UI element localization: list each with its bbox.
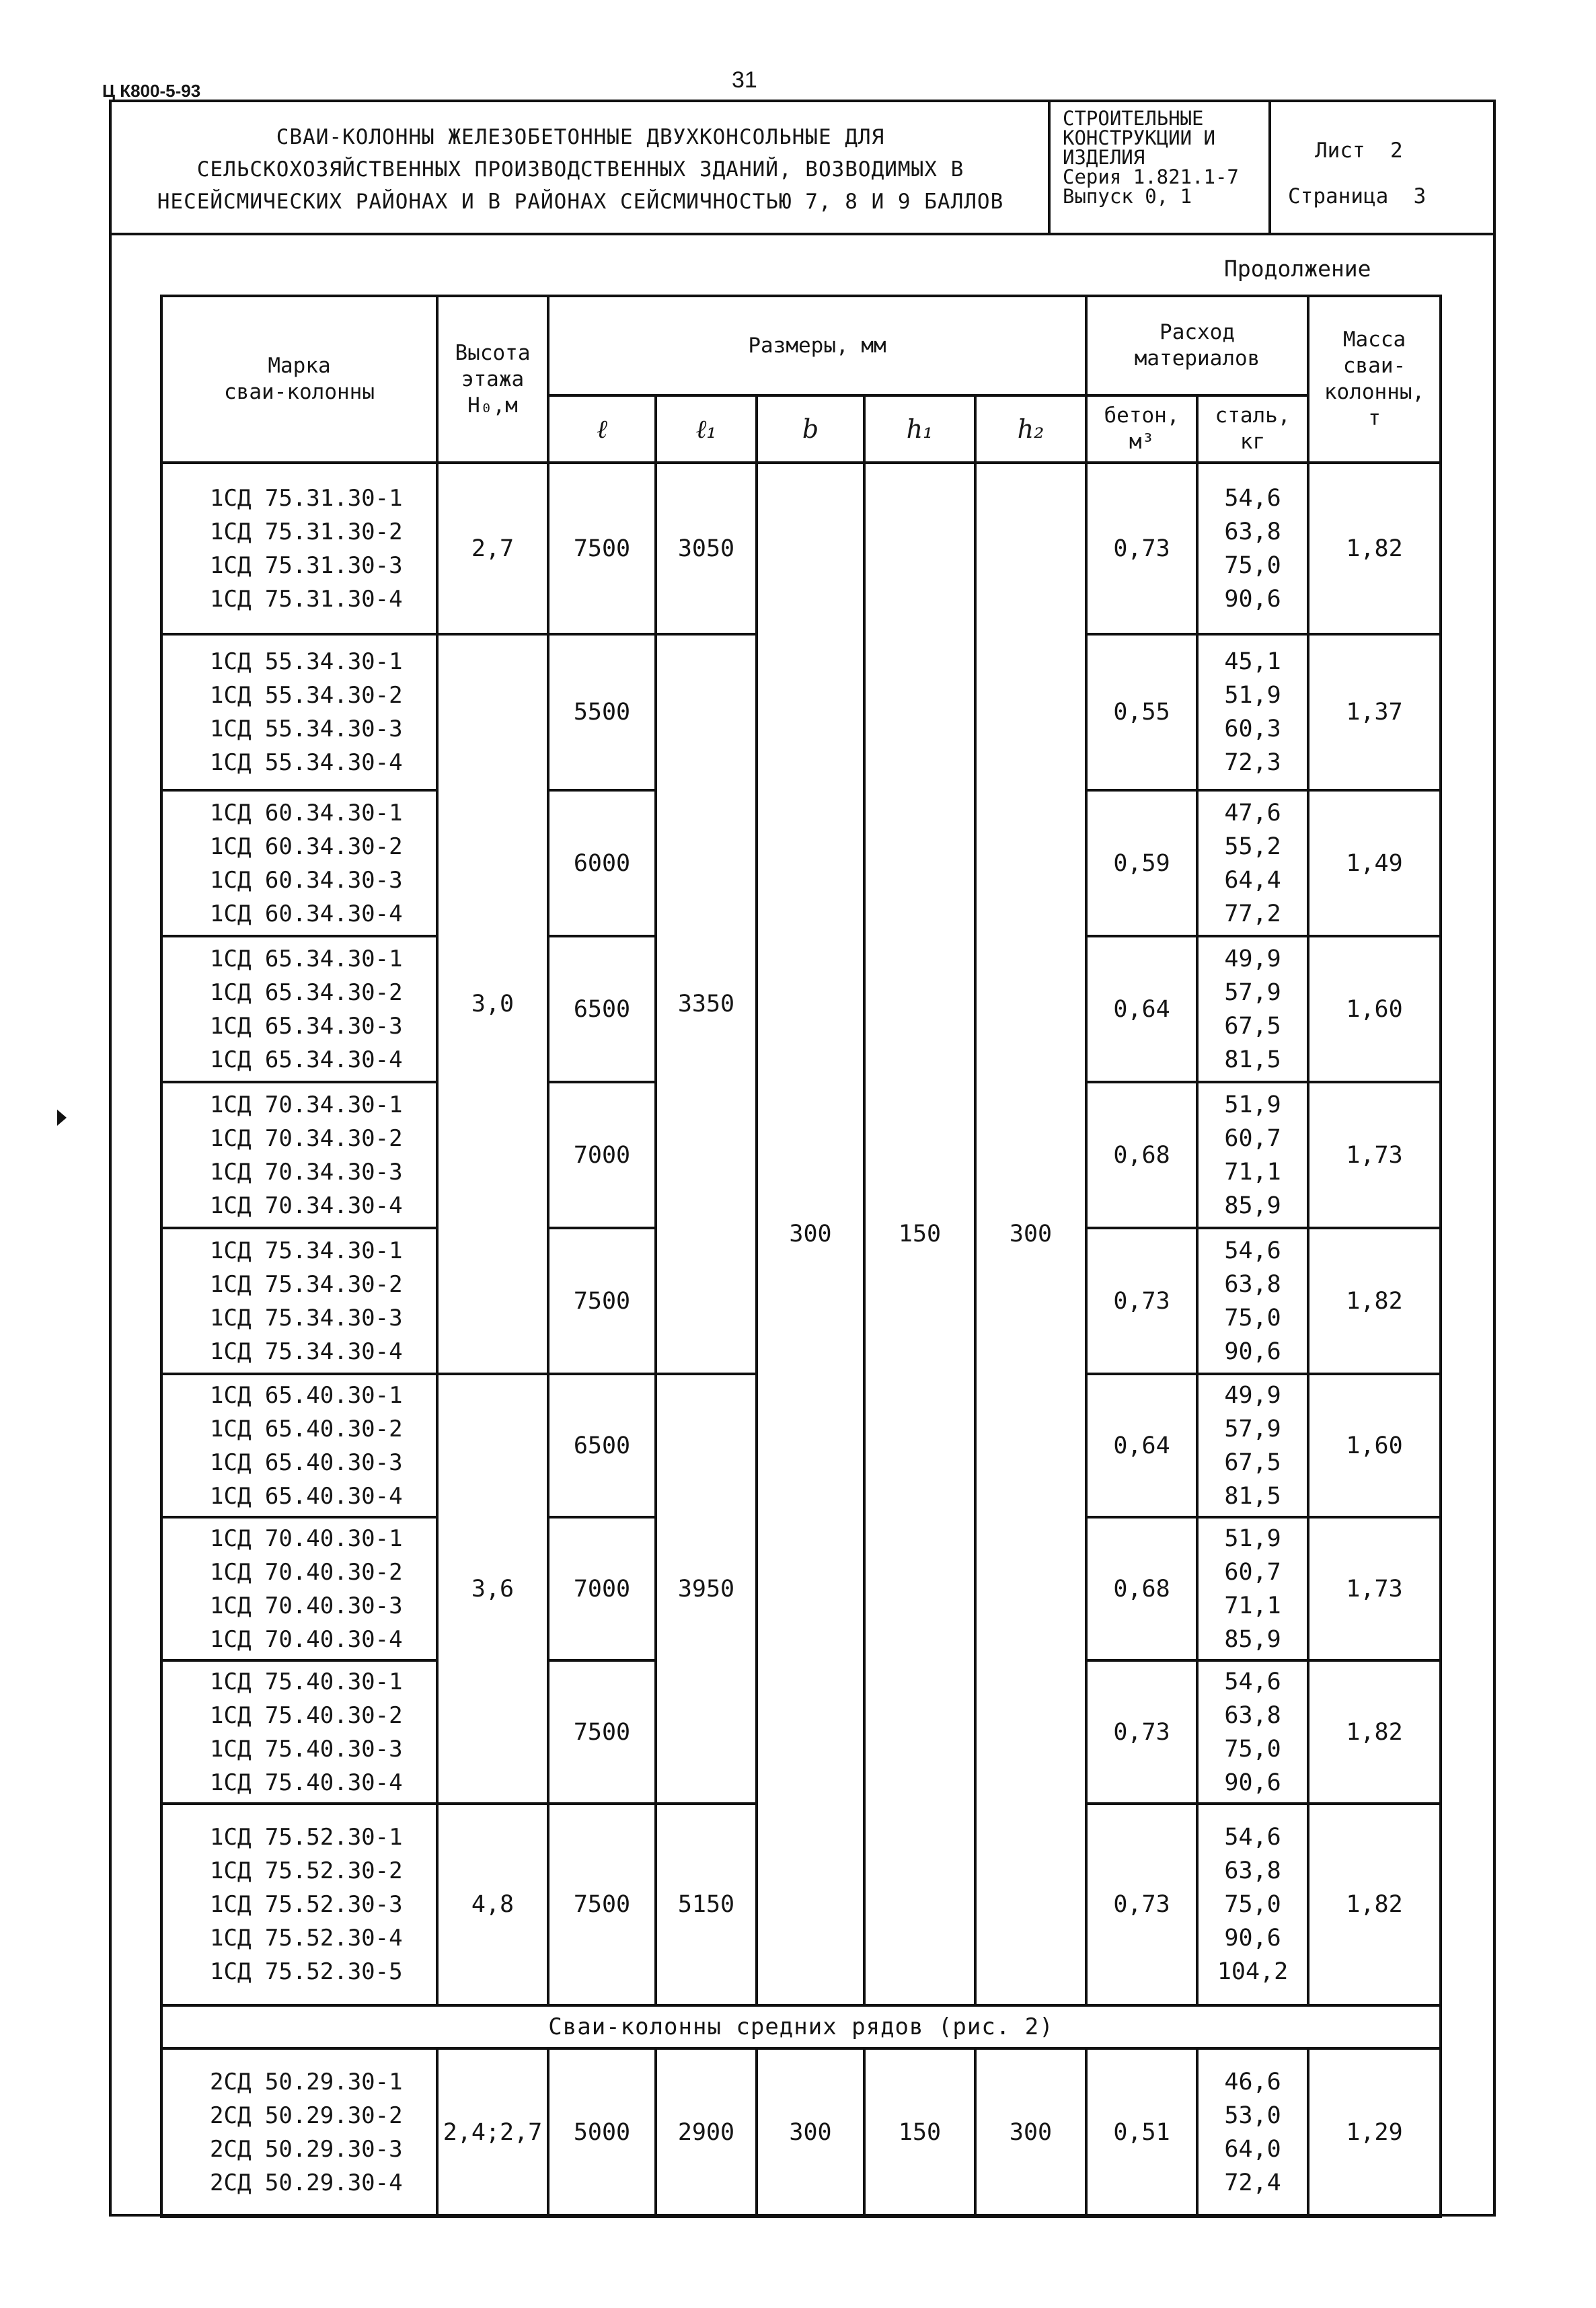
series-line: ИЗДЕЛИЯ bbox=[1063, 146, 1145, 169]
length-cell: 7500 bbox=[548, 1228, 656, 1374]
height-cell: 3,6 bbox=[437, 1374, 548, 1804]
concrete-header: бетон, м³ bbox=[1086, 395, 1197, 463]
height-cell: 3,0 bbox=[437, 634, 548, 1374]
length-cell: 7500 bbox=[548, 463, 656, 634]
h2-cell: 300 bbox=[975, 2048, 1086, 2217]
mass-cell: 1,37 bbox=[1308, 634, 1441, 790]
length-cell: 6000 bbox=[548, 790, 656, 936]
pile-column-table bbox=[160, 295, 1442, 2218]
title-line: НЕСЕЙСМИЧЕСКИХ РАЙОНАХ И В РАЙОНАХ СЕЙСМИЧНОСТЬЮ 7, 8 И 9 БАЛЛОВ bbox=[157, 190, 1004, 214]
width-header: b bbox=[757, 395, 864, 463]
material-header: Расход материалов bbox=[1086, 296, 1308, 395]
title-line: СВАИ-КОЛОННЫ ЖЕЛЕЗОБЕТОННЫЕ ДВУХКОНСОЛЬНЫЕ ДЛЯ bbox=[276, 125, 885, 149]
sheet-block bbox=[1281, 128, 1486, 219]
title-block-separator bbox=[1048, 100, 1051, 233]
sheet-label: Лист 2 bbox=[1315, 139, 1403, 163]
length1-cell: 3050 bbox=[656, 463, 757, 634]
h1-header: h₁ bbox=[864, 395, 975, 463]
title-line: СЕЛЬСКОХОЗЯЙСТВЕННЫХ ПРОИЗВОДСТВЕННЫХ ЗДАНИЙ, ВОЗВОДИМЫХ В bbox=[196, 157, 964, 182]
length-cell: 7500 bbox=[548, 1660, 656, 1804]
steel-cell: 51,9 60,7 71,1 85,9 bbox=[1197, 1082, 1308, 1228]
steel-cell: 54,6 63,8 75,0 90,6 bbox=[1197, 463, 1308, 634]
height-cell: 2,4;2,7 bbox=[437, 2048, 548, 2217]
mark-cell: 1СД 75.31.30-1 1СД 75.31.30-2 1СД 75.31.30-3 1СД 75.31.30-4 bbox=[161, 463, 437, 634]
steel-cell: 51,9 60,7 71,1 85,9 bbox=[1197, 1517, 1308, 1660]
steel-cell: 54,6 63,8 75,0 90,6 bbox=[1197, 1660, 1308, 1804]
h2-cell: 300 bbox=[975, 463, 1086, 2005]
concrete-cell: 0,73 bbox=[1086, 463, 1197, 634]
mark-cell: 1СД 75.52.30-1 1СД 75.52.30-2 1СД 75.52.30-3 1СД 75.52.30-4 1СД 75.52.30-5 bbox=[161, 1804, 437, 2005]
height-cell: 4,8 bbox=[437, 1804, 548, 2005]
mark-cell: 1СД 65.40.30-1 1СД 65.40.30-2 1СД 65.40.30-3 1СД 65.40.30-4 bbox=[161, 1374, 437, 1517]
mark-cell: 1СД 75.40.30-1 1СД 75.40.30-2 1СД 75.40.30-3 1СД 75.40.30-4 bbox=[161, 1660, 437, 1804]
concrete-cell: 0,59 bbox=[1086, 790, 1197, 936]
table-row bbox=[161, 463, 1441, 634]
mass-header: Масса сваи- колонны, т bbox=[1308, 296, 1441, 463]
mass-cell: 1,82 bbox=[1308, 1660, 1441, 1804]
mass-cell: 1,73 bbox=[1308, 1517, 1441, 1660]
steel-cell: 46,6 53,0 64,0 72,4 bbox=[1197, 2048, 1308, 2217]
concrete-cell: 0,73 bbox=[1086, 1660, 1197, 1804]
sizes-header: Размеры, мм bbox=[548, 296, 1086, 395]
mass-cell: 1,82 bbox=[1308, 1804, 1441, 2005]
mass-cell: 1,29 bbox=[1308, 2048, 1441, 2217]
concrete-cell: 0,73 bbox=[1086, 1804, 1197, 2005]
title-block-divider bbox=[109, 233, 1496, 235]
continuation-label: Продолжение bbox=[1224, 256, 1371, 282]
mark-header: Марка сваи-колонны bbox=[161, 296, 437, 463]
length-cell: 6500 bbox=[548, 1374, 656, 1517]
length1-cell: 3350 bbox=[656, 634, 757, 1374]
steel-cell: 49,9 57,9 67,5 81,5 bbox=[1197, 1374, 1308, 1517]
floor-height-header: Высота этажа Н₀,м bbox=[437, 296, 548, 463]
steel-cell: 47,6 55,2 64,4 77,2 bbox=[1197, 790, 1308, 936]
mass-cell: 1,60 bbox=[1308, 936, 1441, 1082]
length-cell: 7000 bbox=[548, 1082, 656, 1228]
h2-header: h₂ bbox=[975, 395, 1086, 463]
length-cell: 5500 bbox=[548, 634, 656, 790]
series-line: СТРОИТЕЛЬНЫЕ bbox=[1063, 107, 1204, 130]
margin-arrow-icon bbox=[57, 1110, 67, 1126]
document-code: Ц К800-5-93 bbox=[102, 81, 201, 101]
concrete-cell: 0,51 bbox=[1086, 2048, 1197, 2217]
section-title: Сваи-колонны средних рядов (рис. 2) bbox=[161, 2005, 1441, 2048]
mass-cell: 1,49 bbox=[1308, 790, 1441, 936]
mass-cell: 1,60 bbox=[1308, 1374, 1441, 1517]
section-row bbox=[161, 2005, 1441, 2048]
concrete-cell: 0,64 bbox=[1086, 936, 1197, 1082]
width-cell: 300 bbox=[757, 2048, 864, 2217]
length-cell: 6500 bbox=[548, 936, 656, 1082]
mass-cell: 1,82 bbox=[1308, 463, 1441, 634]
length1-header: ℓ₁ bbox=[656, 395, 757, 463]
series-line: Выпуск 0, 1 bbox=[1063, 185, 1192, 208]
series-block bbox=[1063, 109, 1264, 206]
mark-cell: 1СД 70.40.30-1 1СД 70.40.30-2 1СД 70.40.30-3 1СД 70.40.30-4 bbox=[161, 1517, 437, 1660]
concrete-cell: 0,55 bbox=[1086, 634, 1197, 790]
h1-cell: 150 bbox=[864, 2048, 975, 2217]
mark-cell: 1СД 55.34.30-1 1СД 55.34.30-2 1СД 55.34.30-3 1СД 55.34.30-4 bbox=[161, 634, 437, 790]
steel-cell: 54,6 63,8 75,0 90,6 104,2 bbox=[1197, 1804, 1308, 2005]
mark-cell: 1СД 65.34.30-1 1СД 65.34.30-2 1СД 65.34.30-3 1СД 65.34.30-4 bbox=[161, 936, 437, 1082]
h1-cell: 150 bbox=[864, 463, 975, 2005]
length1-cell: 2900 bbox=[656, 2048, 757, 2217]
steel-header: сталь, кг bbox=[1197, 395, 1308, 463]
mass-cell: 1,73 bbox=[1308, 1082, 1441, 1228]
mark-cell: 2СД 50.29.30-1 2СД 50.29.30-2 2СД 50.29.30-3 2СД 50.29.30-4 bbox=[161, 2048, 437, 2217]
concrete-cell: 0,68 bbox=[1086, 1082, 1197, 1228]
mark-cell: 1СД 70.34.30-1 1СД 70.34.30-2 1СД 70.34.30-3 1СД 70.34.30-4 bbox=[161, 1082, 437, 1228]
length-cell: 7500 bbox=[548, 1804, 656, 2005]
series-line: Серия 1.821.1-7 bbox=[1063, 165, 1239, 188]
title-block-separator bbox=[1268, 100, 1271, 233]
page-label: Страница 3 bbox=[1288, 184, 1427, 208]
steel-cell: 49,9 57,9 67,5 81,5 bbox=[1197, 936, 1308, 1082]
length-cell: 5000 bbox=[548, 2048, 656, 2217]
mark-cell: 1СД 60.34.30-1 1СД 60.34.30-2 1СД 60.34.30-3 1СД 60.34.30-4 bbox=[161, 790, 437, 936]
width-cell: 300 bbox=[757, 463, 864, 2005]
concrete-cell: 0,68 bbox=[1086, 1517, 1197, 1660]
concrete-cell: 0,64 bbox=[1086, 1374, 1197, 1517]
mark-cell: 1СД 75.34.30-1 1СД 75.34.30-2 1СД 75.34.30-3 1СД 75.34.30-4 bbox=[161, 1228, 437, 1374]
height-cell: 2,7 bbox=[437, 463, 548, 634]
page-number: 31 bbox=[732, 67, 757, 93]
mass-cell: 1,82 bbox=[1308, 1228, 1441, 1374]
length-header: ℓ bbox=[548, 395, 656, 463]
document-title bbox=[120, 121, 1041, 218]
steel-cell: 45,1 51,9 60,3 72,3 bbox=[1197, 634, 1308, 790]
series-line: КОНСТРУКЦИИ И bbox=[1063, 126, 1215, 149]
length1-cell: 5150 bbox=[656, 1804, 757, 2005]
length-cell: 7000 bbox=[548, 1517, 656, 1660]
length1-cell: 3950 bbox=[656, 1374, 757, 1804]
steel-cell: 54,6 63,8 75,0 90,6 bbox=[1197, 1228, 1308, 1374]
concrete-cell: 0,73 bbox=[1086, 1228, 1197, 1374]
table-row bbox=[161, 2048, 1441, 2217]
